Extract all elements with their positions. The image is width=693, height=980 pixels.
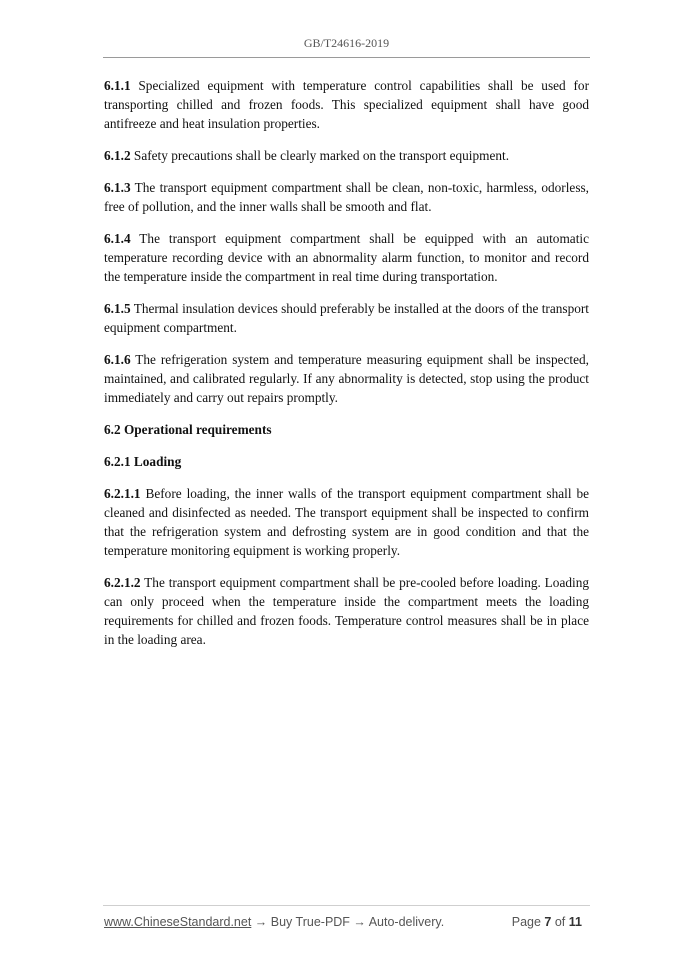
clause-number: 6.2.1.2 (104, 575, 141, 590)
clause-number: 6.1.5 (104, 301, 131, 316)
document-header: GB/T24616-2019 (303, 36, 390, 50)
header-divider (103, 57, 590, 58)
clause-text: Specialized equipment with temperature control capabilities shall be used for transporting chilled and frozen foods. This specialized equipment shall have good antifreeze and heat insulation properties. (104, 78, 589, 131)
clause-6-1-4 (104, 229, 589, 286)
clause-number: 6.1.2 (104, 148, 131, 163)
page-total: 11 (568, 915, 582, 929)
footer-divider (103, 905, 590, 906)
page-word: Page (511, 915, 541, 929)
clause-6-1-2 (104, 146, 589, 165)
section-heading-6-2: 6.2 Operational requirements (104, 422, 272, 437)
clause-number: 6.1.6 (104, 352, 131, 367)
of-word: of (554, 915, 566, 929)
clause-6-1-3 (104, 178, 589, 216)
clause-number: 6.1.1 (104, 78, 131, 93)
page-indicator (512, 915, 582, 929)
page-number: 7 (544, 915, 552, 929)
clause-text: Thermal insulation devices should preferably be installed at the doors of the transport equipment compartment. (104, 301, 589, 335)
clause-6-1-1 (104, 76, 589, 133)
clause-text: Safety precautions shall be clearly marked on the transport equipment. (130, 148, 510, 163)
clause-text: The transport equipment compartment shall be clean, non-toxic, harmless, odorless, free of pollution, and the inner walls shall be smooth and flat. (104, 180, 589, 214)
clause-text: The transport equipment compartment shall be equipped with an automatic temperature recording device with an abnormality alarm function, to monitor and record the temperature inside the compartment in real time during transportation. (104, 231, 589, 284)
clause-6-1-5 (104, 299, 589, 337)
site-link[interactable]: www.ChineseStandard.net (104, 915, 252, 929)
clause-number: 6.1.4 (104, 231, 131, 246)
promo-text: → Buy True-PDF → Auto-delivery. (251, 915, 445, 929)
section-heading-6-2-1: 6.2.1 Loading (104, 454, 182, 469)
footer-promo (104, 915, 444, 929)
clause-6-1-6 (104, 350, 589, 407)
document-body (104, 76, 589, 662)
clause-text: Before loading, the inner walls of the transport equipment compartment shall be cleaned and disinfected as needed. The transport equipment shall be inspected to confirm that the refrigeration system and defrosting system are in good condition and that the temperature monitoring equipment is working properly. (104, 486, 589, 558)
clause-text: The transport equipment compartment shall be pre-cooled before loading. Loading can only proceed when the temperature inside the compartment meets the loading requirements for chilled and frozen foods. Temperature control measures shall be in place in the loading area. (104, 575, 589, 647)
clause-text: The refrigeration system and temperature measuring equipment shall be inspected, maintained, and calibrated regularly. If any abnormality is detected, stop using the product immediately and carry out repairs promptly. (104, 352, 589, 405)
clause-6-2-1-2 (104, 573, 589, 649)
clause-number: 6.1.3 (104, 180, 131, 195)
clause-6-2-1-1 (104, 484, 589, 560)
clause-number: 6.2.1.1 (104, 486, 141, 501)
